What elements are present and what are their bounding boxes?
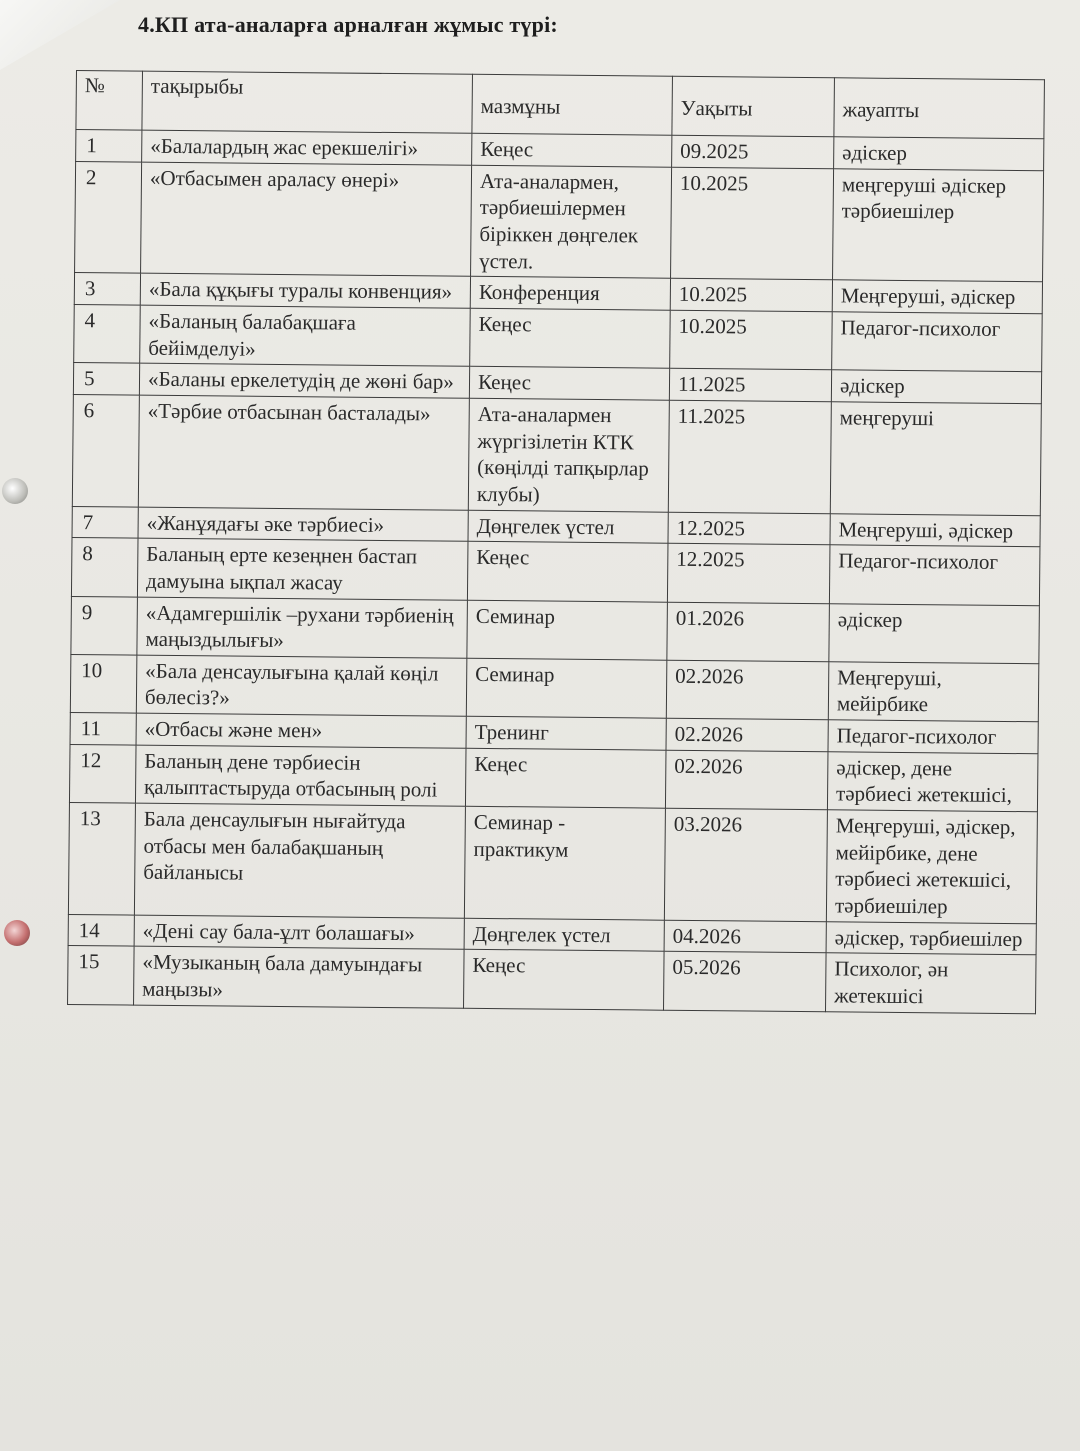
time-cell: 10.2025 (670, 278, 832, 311)
column-header-responsible: жауапты (834, 78, 1045, 139)
row-number-cell: 15 (68, 946, 135, 1005)
row-number-cell: 12 (69, 744, 136, 803)
responsible-cell: Педагог-психолог (829, 545, 1040, 605)
time-cell: 12.2025 (668, 512, 830, 545)
folded-corner (0, 0, 120, 70)
topic-cell: «Жанұядағы әке тәрбиесі» (138, 507, 468, 542)
row-number-cell: 5 (73, 363, 139, 395)
row-number-cell: 7 (72, 506, 138, 538)
topic-cell: «Тәрбие отбасынан басталады» (138, 395, 469, 510)
topic-cell: «Балалардың жас ерекшелігі» (142, 130, 472, 165)
table-row (68, 803, 1037, 924)
time-cell: 02.2026 (665, 750, 828, 810)
table-row (69, 744, 1038, 812)
work-plan-table (67, 70, 1045, 1014)
row-number-cell: 1 (76, 130, 142, 162)
column-header-number: № (76, 71, 143, 131)
responsible-cell: Психолог, ән жетекшісі (825, 953, 1036, 1013)
topic-cell: Баланың дене тәрбиесін қалыптастыруда отбасының ролі (135, 745, 466, 806)
content-cell: Конференция (470, 277, 670, 311)
section-heading: 4.КП ата-аналарға арналған жұмыс түрі: (138, 12, 558, 37)
content-cell: Ата-аналармен жүргізілетін КТК (көңілді тапқырлар клубы) (468, 398, 669, 512)
content-cell: Кеңес (465, 748, 666, 808)
content-cell: Дөңгелек үстел (468, 510, 668, 544)
responsible-cell: Меңгеруші, әдіскер (832, 280, 1042, 314)
topic-cell: «Баланың балабақшаға бейімделуі» (140, 305, 471, 366)
content-cell: Ата-аналармен, тәрбиешілермен біріккен дөңгелек үстел. (471, 165, 672, 279)
row-number-cell: 3 (74, 273, 140, 305)
content-cell: Кеңес (470, 308, 671, 368)
topic-cell: «Бала құқығы туралы конвенция» (140, 273, 470, 308)
time-cell: 11.2025 (669, 368, 831, 401)
content-cell: Тренинг (466, 716, 666, 750)
time-cell: 05.2026 (664, 952, 827, 1012)
content-cell: Семинар (466, 658, 667, 718)
topic-cell: «Адамгершілік –рухани тәрбиенің маңыздылығы» (137, 597, 468, 658)
topic-cell: «Отбасы және мен» (136, 713, 466, 748)
responsible-cell: Меңгеруші, әдіскер, мейірбике, дене тәрбиесі жетекшісі, тәрбиешілер (826, 810, 1037, 924)
responsible-cell: әдіскер, тәрбиешілер (826, 921, 1036, 955)
time-cell: 04.2026 (664, 920, 826, 953)
row-number-cell: 11 (70, 713, 136, 745)
content-cell: Кеңес (464, 950, 665, 1010)
row-number-cell: 8 (71, 538, 138, 597)
punch-hole (4, 920, 30, 946)
column-header-content: мазмұны (472, 74, 673, 135)
time-cell: 02.2026 (666, 660, 829, 720)
time-cell: 02.2026 (666, 718, 828, 751)
responsible-cell: меңгеруші (830, 402, 1041, 516)
responsible-cell: әдіскер, дене тәрбиесі жетекшісі, (827, 752, 1038, 812)
responsible-cell: әдіскер (829, 603, 1040, 663)
time-cell: 12.2025 (667, 543, 830, 603)
responsible-cell: Меңгеруші, мейірбике (828, 662, 1039, 722)
content-cell: Кеңес (472, 133, 672, 167)
responsible-cell: әдіскер (831, 370, 1041, 404)
topic-cell: «Баланы еркелетудің де жөні бар» (139, 363, 469, 398)
table-row (74, 304, 1043, 372)
topic-cell: Баланың ерте кезеңнен бастап дамуына ықпал жасау (137, 538, 468, 599)
topic-cell: «Бала денсаулығына қалай көңіл бөлесіз?» (136, 655, 467, 716)
table-row (72, 394, 1041, 515)
time-cell: 09.2025 (672, 135, 834, 168)
row-number-cell: 6 (72, 394, 139, 506)
table-header-row (76, 71, 1045, 139)
time-cell: 01.2026 (667, 602, 830, 662)
column-header-topic: тақырыбы (142, 71, 473, 133)
row-number-cell: 2 (75, 161, 142, 273)
content-cell: Дөңгелек үстел (464, 918, 664, 952)
content-cell: Кеңес (467, 541, 668, 601)
responsible-cell: Педагог-психолог (832, 312, 1043, 372)
responsible-cell: Меңгеруші, әдіскер (830, 513, 1040, 547)
topic-cell: «Музыканың бала дамуындағы маңызы» (134, 946, 465, 1007)
time-cell: 10.2025 (670, 310, 833, 370)
topic-cell: Бала денсаулығын нығайтуда отбасы мен балабақшаның байланысы (134, 803, 465, 918)
table-row (71, 596, 1040, 664)
row-number-cell: 14 (68, 914, 134, 946)
punch-hole (2, 478, 28, 504)
responsible-cell: меңгеруші әдіскер тәрбиешілер (833, 168, 1044, 282)
table-row (70, 654, 1039, 722)
column-header-time: Уақыты (672, 76, 835, 137)
topic-cell: «Дені сау бала-ұлт болашағы» (134, 915, 464, 950)
content-cell: Семинар - практикум (464, 806, 665, 920)
row-number-cell: 10 (70, 654, 137, 713)
table-row (68, 946, 1037, 1014)
topic-cell: «Отбасымен араласу өнері» (141, 162, 472, 277)
table-row (75, 161, 1044, 282)
row-number-cell: 9 (71, 596, 138, 655)
row-number-cell: 4 (74, 304, 141, 363)
table-row (71, 538, 1040, 606)
content-cell: Семинар (467, 600, 668, 660)
time-cell: 03.2026 (664, 808, 827, 921)
responsible-cell: әдіскер (834, 137, 1044, 171)
row-number-cell: 13 (68, 803, 135, 915)
content-cell: Кеңес (469, 367, 669, 401)
responsible-cell: Педагог-психолог (828, 720, 1038, 754)
time-cell: 11.2025 (668, 400, 831, 513)
time-cell: 10.2025 (671, 167, 834, 280)
work-plan-table-wrap (67, 70, 1044, 1014)
